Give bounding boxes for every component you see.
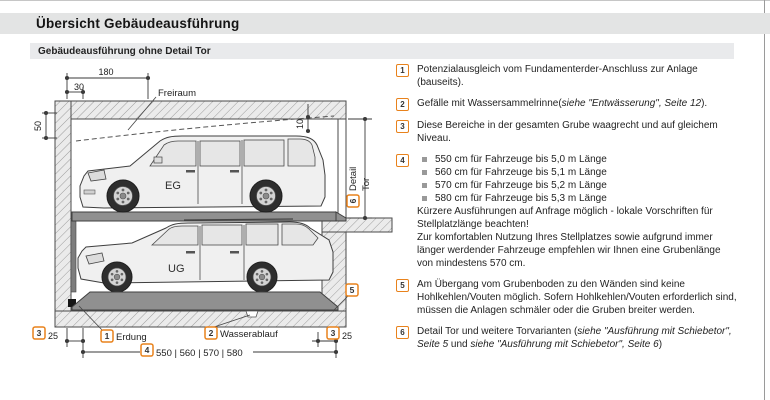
svg-text:3: 3: [330, 328, 336, 338]
note-line-text: 580 cm für Fahrzeuge bis 5,3 m Länge: [435, 193, 607, 204]
note-item: [396, 325, 742, 351]
car-ug-door-handle: [186, 251, 195, 254]
note-number-badge: 2: [396, 98, 409, 111]
note-line-text: 550 cm für Fahrzeuge bis 5,0 m Länge: [435, 154, 607, 165]
car-eg-grille: [84, 190, 95, 194]
car-eg-mirror: [154, 157, 162, 163]
note-line-text: Zur komfortablen Nutzung Ihres Stellplatzes sowie aufgrund immer länger werdender Fahrzeuge empfehlen wir Ihnen eine Grubenlänge von mindestens 570 cm.: [417, 232, 721, 269]
detail-tor-label-line1: Detail: [348, 166, 359, 191]
note-item: [396, 97, 742, 111]
ceiling-slab: [55, 101, 346, 119]
platform-ug: [72, 292, 338, 310]
detail-tor-label-line2: Tor: [361, 177, 372, 191]
freiraum-label: Freiraum: [158, 88, 197, 99]
note-line-text: Diese Bereiche in der gesamten Grube waagrecht und auf gleichem Niveau.: [417, 120, 718, 144]
lift-guide-rail: [71, 221, 76, 292]
car-eg-front-wheel: [107, 180, 139, 212]
car-ug-front-wheel: [102, 262, 132, 292]
label-ug: UG: [168, 263, 185, 275]
bullet-square-icon: [422, 157, 427, 162]
label-eg: EG: [165, 180, 181, 192]
note-bullet-line: [417, 192, 739, 205]
note-bullet-line: [417, 166, 739, 179]
dim-10-label: 10: [295, 118, 305, 130]
note-paragraph: [417, 205, 739, 231]
note-line-text: Am Übergang vom Grubenboden zu den Wänden sind keine Hohlkehlen/Vouten möglich. Sofern Hohlkehlen/Vouten erforderlich sind, müssen die Anlagen schmäler oder die Gruben breiter werden.: [417, 279, 737, 316]
label-erdung: Erdung: [116, 332, 147, 343]
note-bullet-line: [417, 179, 739, 192]
svg-text:3: 3: [36, 328, 42, 338]
note-text: [417, 153, 739, 270]
bullet-square-icon: [422, 170, 427, 175]
car-ug-rear-wheel: [247, 262, 277, 292]
svg-text:1: 1: [104, 331, 110, 341]
car-ug-window-rear: [282, 224, 318, 245]
car-eg-window-2: [200, 141, 240, 166]
note-paragraph: [417, 119, 739, 145]
note-line-text: Potenzialausgleich vom Fundamenterder-Anschluss zur Anlage (bauseits).: [417, 64, 698, 88]
note-paragraph: [417, 278, 739, 317]
floor-slab: [55, 311, 346, 327]
dim-180-label: 180: [98, 67, 114, 77]
car-eg-rear-wheel: [250, 180, 282, 212]
detail-tor-callout: [347, 167, 372, 207]
note-paragraph: [417, 231, 739, 270]
note-paragraph: [417, 97, 739, 110]
dim-25-right-label: 25: [342, 331, 353, 341]
dim-30-label: 30: [73, 82, 85, 92]
note-paragraph: [417, 63, 739, 89]
note-number-badge: 1: [396, 64, 409, 77]
note-text: [417, 97, 739, 110]
svg-text:5: 5: [349, 285, 355, 295]
note-line-text: Detail Tor und weitere Torvarianten (siehe "Ausführung mit Schiebetor", Seite 5 und siehe "Ausführung mit Schiebetor", Seite 6): [417, 326, 732, 350]
note-item: [396, 119, 742, 145]
left-wall: [55, 101, 71, 327]
note-line-text: 560 cm für Fahrzeuge bis 5,1 m Länge: [435, 167, 607, 178]
note-bullet-line: [417, 153, 739, 166]
note-paragraph: [417, 325, 739, 351]
note-number-badge: 3: [396, 120, 409, 133]
car-ug: [78, 219, 333, 292]
label-wasserablauf: Wasserablauf: [220, 329, 278, 340]
page-title: Übersicht Gebäudeausführung: [36, 16, 240, 31]
dim-lengths-label: 550 | 560 | 570 | 580: [156, 348, 243, 359]
note-text: [417, 63, 739, 89]
note-item: [396, 153, 742, 270]
dim-50-label: 50: [33, 120, 43, 132]
bullet-square-icon: [422, 196, 427, 201]
car-eg-door-handle: [186, 170, 195, 173]
note-line-text: Gefälle mit Wassersammelrinne(siehe "Entwässerung", Seite 12).: [417, 98, 708, 109]
car-eg: [80, 136, 325, 212]
note-text: [417, 278, 739, 317]
car-eg-window-rear: [288, 139, 315, 166]
svg-text:2: 2: [208, 328, 214, 338]
svg-text:4: 4: [144, 345, 150, 355]
note-item: [396, 63, 742, 89]
note-line-text: Kürzere Ausführungen auf Anfrage möglich - lokale Vorschriften für Stellplatzlänge beachten!: [417, 206, 713, 230]
note-text: [417, 325, 739, 351]
note-item: [396, 278, 742, 317]
notes-list: [396, 63, 742, 359]
car-ug-door-handle-2: [230, 251, 239, 254]
page-right-border: [764, 0, 765, 400]
svg-text:6: 6: [348, 198, 358, 204]
page-subtitle: Gebäudeausführung ohne Detail Tor: [38, 45, 211, 57]
bullet-square-icon: [422, 183, 427, 188]
note-number-badge: 4: [396, 154, 409, 167]
car-eg-door-handle-2: [230, 170, 239, 173]
car-ug-window-2: [202, 225, 242, 245]
note-text: [417, 119, 739, 145]
car-ug-window-3: [246, 224, 278, 245]
dim-25-left-label: 25: [48, 331, 59, 341]
car-eg-window-3: [244, 140, 284, 166]
note-number-badge: 6: [396, 326, 409, 339]
note-line-text: 570 cm für Fahrzeuge bis 5,2 m Länge: [435, 180, 607, 191]
note-number-badge: 5: [396, 279, 409, 292]
